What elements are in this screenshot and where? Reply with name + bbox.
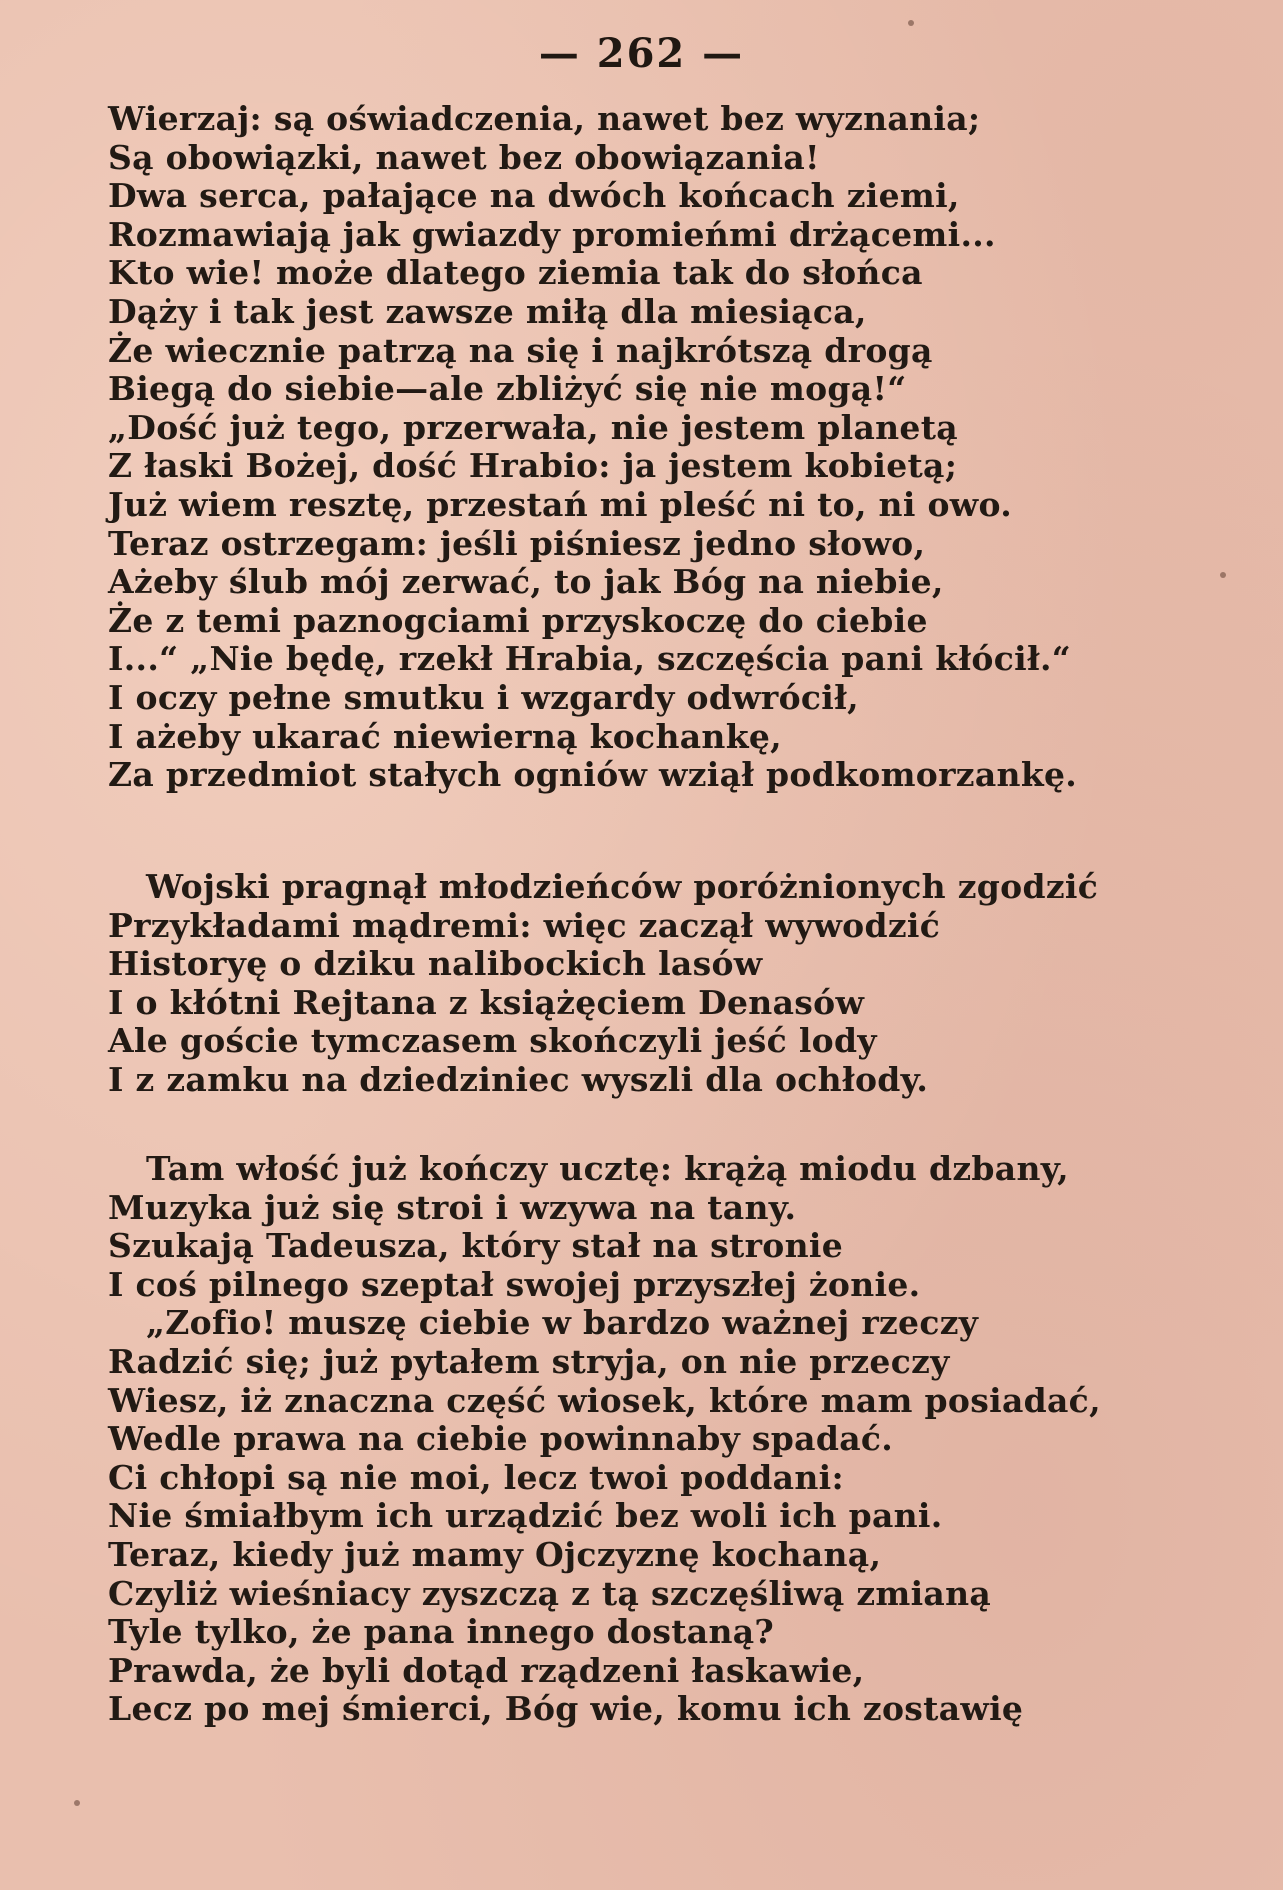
verse-line: I coś pilnego szeptał swojej przyszłej żonie. bbox=[108, 1264, 921, 1304]
verse-line: Tyle tylko, że pana innego dostaną? bbox=[108, 1612, 775, 1652]
verse-line: Za przedmiot stałych ogniów wziął podkomorzankę. bbox=[108, 755, 1078, 795]
verse-line: I o kłótni Rejtana z książęciem Denasów bbox=[108, 982, 865, 1022]
verse-line: Radzić się; już pytałem stryja, on nie przeczy bbox=[108, 1341, 950, 1381]
verse-line: Muzyka już się stroi i wzywa na tany. bbox=[108, 1187, 797, 1227]
verse-line: Że wiecznie patrzą na się i najkrótszą drogą bbox=[108, 330, 933, 370]
verse-line: Prawda, że byli dotąd rządzeni łaskawie, bbox=[108, 1650, 865, 1690]
verse-line: „Dość już tego, przerwała, nie jestem planetą bbox=[108, 407, 958, 447]
verse-line: Nie śmiałbym ich urządzić bez woli ich pani. bbox=[108, 1496, 943, 1536]
verse-line: Wiesz, iż znaczna część wiosek, które mam posiadać, bbox=[108, 1380, 1101, 1420]
stanza-3 bbox=[108, 1150, 1218, 1729]
verse-line: Szukają Tadeusza, który stał na stronie bbox=[108, 1226, 844, 1266]
verse-line: Ale goście tymczasem skończyli jeść lody bbox=[108, 1021, 877, 1061]
verse-line: Z łaski Bożej, dość Hrabio: ja jestem kobietą; bbox=[108, 446, 958, 486]
verse-line: Historyę o dziku nalibockich lasów bbox=[108, 944, 763, 984]
verse-line: Są obowiązki, nawet bez obowiązania! bbox=[108, 137, 820, 177]
verse-line: Wierzaj: są oświadczenia, nawet bez wyznania; bbox=[108, 99, 981, 138]
stanza-2 bbox=[108, 868, 1218, 1100]
verse-line: Teraz, kiedy już mamy Ojczyznę kochaną, bbox=[108, 1534, 882, 1574]
verse-line: Kto wie! może dlatego ziemia tak do słońca bbox=[108, 253, 923, 293]
verse-line: Wedle prawa na ciebie powinnaby spadać. bbox=[108, 1419, 894, 1459]
verse-line: „Zofio! muszę ciebie w bardzo ważnej rzeczy bbox=[146, 1303, 979, 1343]
verse-line: Że z temi paznogciami przyskoczę do ciebie bbox=[108, 600, 928, 640]
verse-line: Już wiem resztę, przestań mi pleść ni to, ni owo. bbox=[108, 484, 1012, 524]
verse-line: Ażeby ślub mój zerwać, to jak Bóg na niebie, bbox=[108, 562, 944, 602]
verse-line: Przykładami mądremi: więc zaczął wywodzić bbox=[108, 905, 941, 945]
verse-line: Teraz ostrzegam: jeśli piśniesz jedno słowo, bbox=[108, 523, 926, 563]
verse-line: Dwa serca, pałające na dwóch końcach ziemi, bbox=[108, 176, 960, 216]
verse-line: Wojski pragnął młodzieńców poróżnionych zgodzić bbox=[146, 867, 1099, 906]
paper-speck bbox=[1220, 572, 1226, 578]
page-number: — 262 — bbox=[538, 30, 745, 77]
paper-speck bbox=[74, 1800, 80, 1806]
verse-line: Lecz po mej śmierci, Bóg wie, komu ich zostawię bbox=[108, 1689, 1024, 1729]
stanza-1 bbox=[108, 100, 1218, 795]
verse-line: Biegą do siebie—ale zbliżyć się nie mogą!“ bbox=[108, 369, 907, 409]
verse-line: Rozmawiają jak gwiazdy promieńmi drżącemi... bbox=[108, 214, 996, 254]
paper-speck bbox=[908, 20, 914, 26]
verse-line: Tam włość już kończy ucztę: krążą miodu dzbany, bbox=[146, 1149, 1069, 1188]
verse-line: I z zamku na dziedziniec wyszli dla ochłody. bbox=[108, 1059, 929, 1099]
verse-line: Dąży i tak jest zawsze miłą dla miesiąca, bbox=[108, 291, 867, 331]
verse-line: Ci chłopi są nie moi, lecz twoi poddani: bbox=[108, 1457, 844, 1497]
verse-line: I ażeby ukarać niewierną kochankę, bbox=[108, 716, 782, 756]
verse-line: I oczy pełne smutku i wzgardy odwrócił, bbox=[108, 677, 859, 717]
verse-line: I...“ „Nie będę, rzekł Hrabia, szczęścia pani kłócił.“ bbox=[108, 639, 1072, 679]
verse-line: Czyliż wieśniacy zyszczą z tą szczęśliwą zmianą bbox=[108, 1573, 992, 1613]
